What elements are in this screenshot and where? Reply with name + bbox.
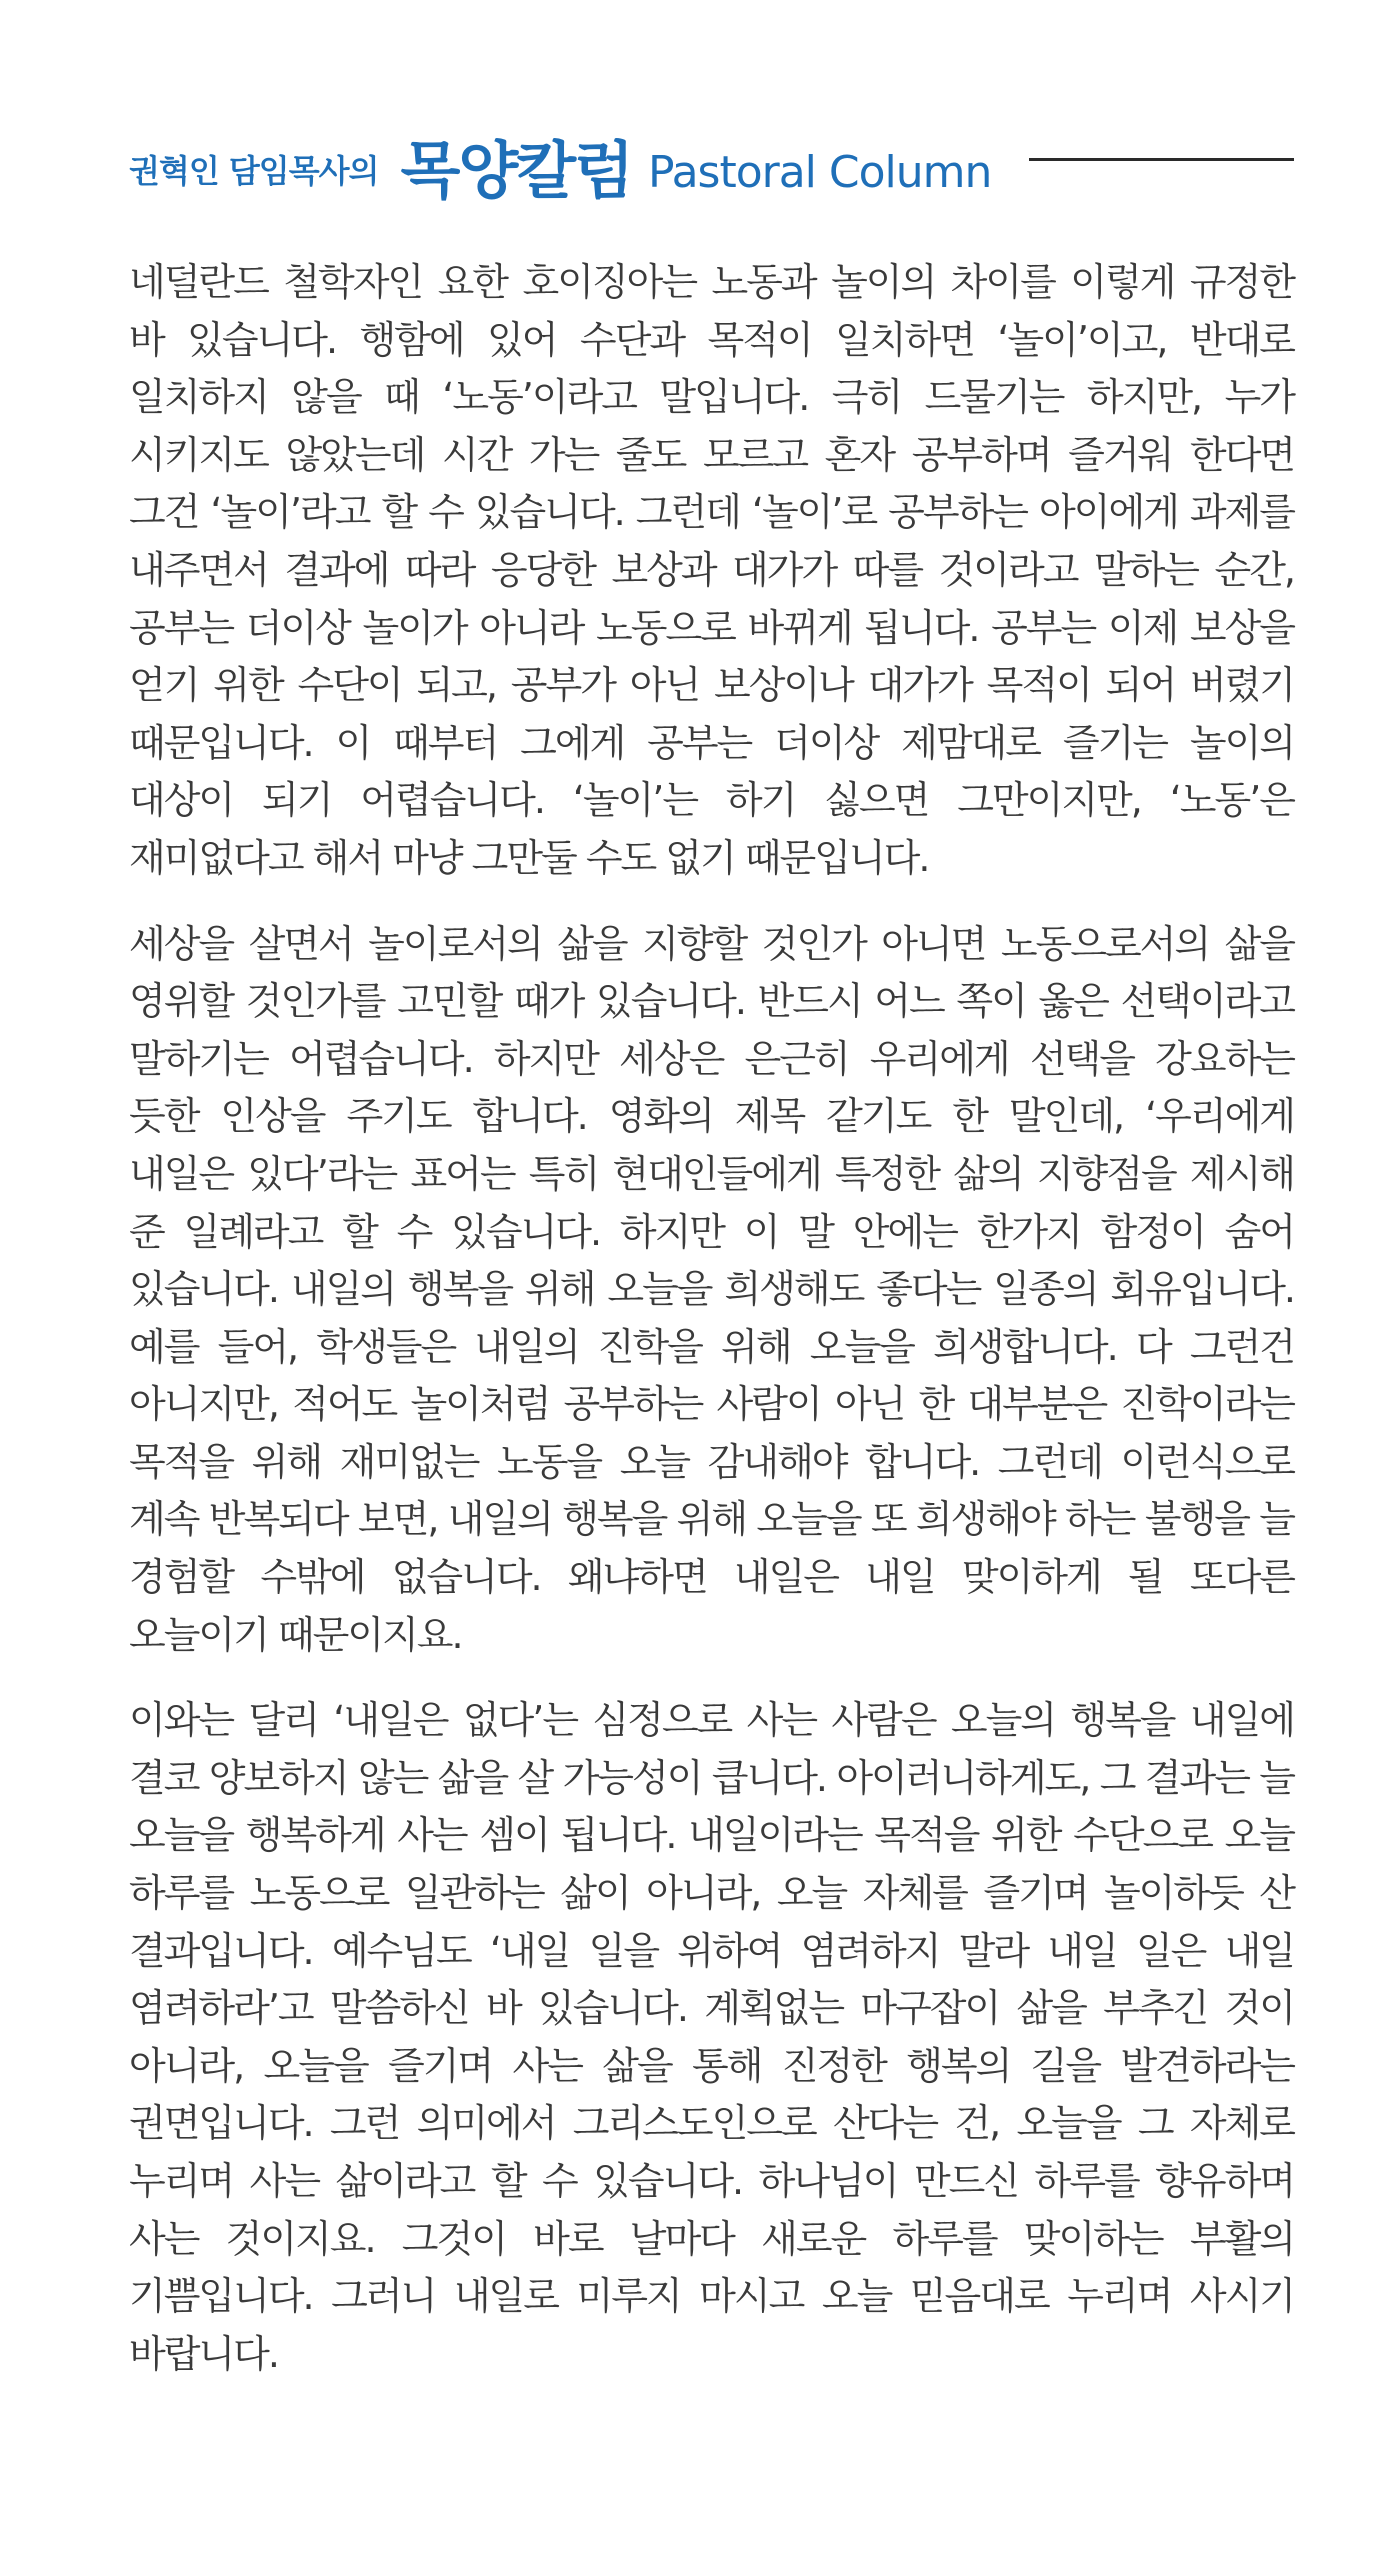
column-title-korean: 목양칼럼 (400, 134, 633, 207)
paragraph-3: 이와는 달리 ‘내일은 없다’는 심정으로 사는 사람은 오늘의 행복을 내일에 결코 양보하지 않는 삶을 살 가능성이 큽니다. 아이러니하게도, 그 결과는 늘 오늘을 행복하게 사는 셈이 됩니다. 내일이라는 목적을 위한 수단으로 오늘 하루를 노동으로 일관하는 삶이 아니라, 오늘 자체를 즐기며 놀이하듯 산 결과입니다. 예수님도 ‘내일 일을 위하여 염려하지 말라 내일 일은 내일 염려하라’고 말씀하신 바 있습니다. 계획없는 마구잡이 삶을 부추긴 것이 아니라, 오늘을 즐기며 사는 삶을 통해 진정한 행복의 길을 발견하라는 권면입니다. 그런 의미에서 그리스도인으로 산다는 건, 오늘을 그 자체로 누리며 사는 삶이라고 할 수 있습니다. 하나님이 만드신 하루를 향유하며 사는 것이지요. 그것이 바로 날마다 새로운 하루를 맞이하는 부활의 기쁨입니다. 그러니 내일로 미루지 마시고 오늘 믿음대로 누리며 사시기 바랍니다. (129, 1698, 1294, 2376)
paragraph-1: 네덜란드 철학자인 요한 호이징아는 노동과 놀이의 차이를 이렇게 규정한 바 있습니다. 행함에 있어 수단과 목적이 일치하면 ‘놀이’이고, 반대로 일치하지 않을 때 ‘노동’이라고 말입니다. 극히 드물기는 하지만, 누가 시키지도 않았는데 시간 가는 줄도 모르고 혼자 공부하며 즐거워 한다면 그건 ‘놀이’라고 할 수 있습니다. 그런데 ‘놀이’로 공부하는 아이에게 과제를 내주면서 결과에 따라 응당한 보상과 대가가 따를 것이라고 말하는 순간, 공부는 더이상 놀이가 아니라 노동으로 바뀌게 됩니다. 공부는 이제 보상을 얻기 위한 수단이 되고, 공부가 아닌 보상이나 대가가 목적이 되어 버렸기 때문입니다. 이 때부터 그에게 공부는 더이상 제맘대로 즐기는 놀이의 대상이 되기 어렵습니다. ‘놀이’는 하기 싫으면 그만이지만, ‘노동’은 재미없다고 해서 마냥 그만둘 수도 없기 때문입니다. (129, 260, 1294, 880)
paragraph-2: 세상을 살면서 놀이로서의 삶을 지향할 것인가 아니면 노동으로서의 삶을 영위할 것인가를 고민할 때가 있습니다. 반드시 어느 쪽이 옳은 선택이라고 말하기는 어렵습니다. 하지만 세상은 은근히 우리에게 선택을 강요하는 듯한 인상을 주기도 합니다. 영화의 제목 같기도 한 말인데, ‘우리에게 내일은 있다’라는 표어는 특히 현대인들에게 특정한 삶의 지향점을 제시해 준 일례라고 할 수 있습니다. 하지만 이 말 안에는 한가지 함정이 숨어 있습니다. 내일의 행복을 위해 오늘을 희생해도 좋다는 일종의 회유입니다. 예를 들어, 학생들은 내일의 진학을 위해 오늘을 희생합니다. 다 그런건 아니지만, 적어도 놀이처럼 공부하는 사람이 아닌 한 대부분은 진학이라는 목적을 위해 재미없는 노동을 오늘 감내해야 합니다. 그런데 이런식으로 계속 반복되다 보면, 내일의 행복을 위해 오늘을 또 희생해야 하는 불행을 늘 경험할 수밖에 없습니다. 왜냐하면 내일은 내일 맞이하게 될 또다른 오늘이기 때문이지요. (129, 921, 1294, 1657)
column-title-english: Pastoral Column (648, 147, 992, 198)
column-body (129, 254, 1294, 2383)
author-label: 권혁인 담임목사의 (129, 152, 379, 190)
column-page (129, 110, 1294, 2411)
header-divider-line (1029, 158, 1294, 161)
column-header (129, 110, 1294, 206)
